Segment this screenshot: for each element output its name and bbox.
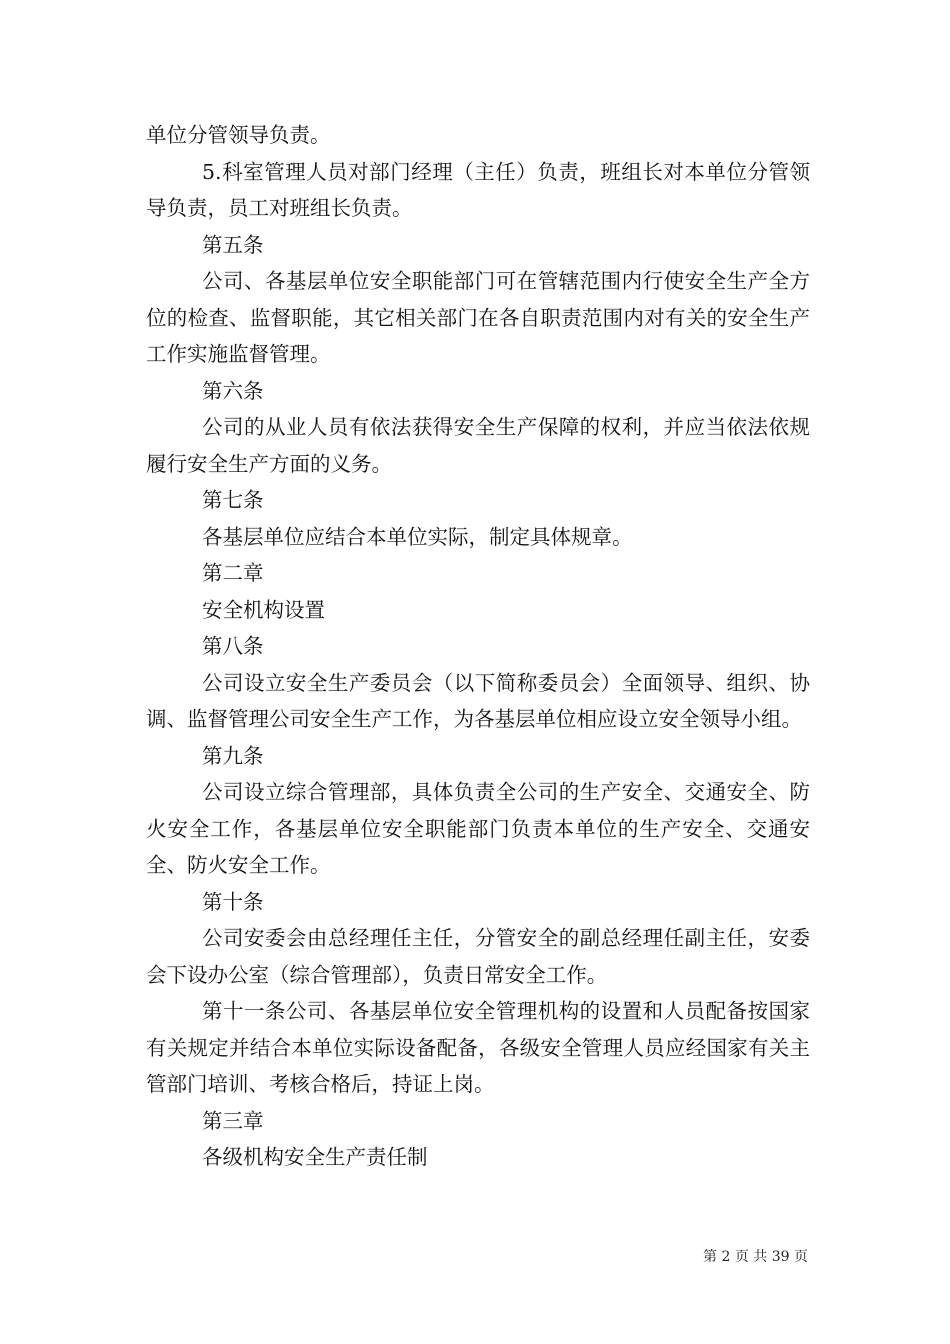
article-heading: 第十条 xyxy=(202,889,264,914)
page-number: 第 2 页 共 39 页 xyxy=(703,1249,808,1265)
paragraph: 公司、各基层单位安全职能部门可在管辖范围内行使安全生产全方位的检查、监督职能，其它相关部门在各自职责范围内对有关的安全生产工作实施监督管理。 xyxy=(146,269,810,366)
article-heading: 第九条 xyxy=(202,743,264,768)
paragraph: 公司的从业人员有依法获得安全生产保障的权利，并应当依法依规履行安全生产方面的义务。 xyxy=(146,415,810,476)
article-heading: 第七条 xyxy=(202,488,264,512)
paragraph: 公司设立综合管理部，具体负责全公司的生产安全、交通安全、防火安全工作，各基层单位安全职能部门负责本单位的生产安全、交通安全、防火安全工作。 xyxy=(146,780,810,877)
document-body xyxy=(146,117,810,1176)
paragraph: 第十一条公司、各基层单位安全管理机构的设置和人员配备按国家有关规定并结合本单位实际设备配备，各级安全管理人员应经国家有关主管部门培训、考核合格后，持证上岗。 xyxy=(146,999,810,1096)
chapter-title: 各级机构安全生产责任制 xyxy=(202,1145,428,1169)
article-heading: 第八条 xyxy=(202,634,264,658)
paragraph: 单位分管领导负责。 xyxy=(146,123,331,147)
chapter-heading: 第二章 xyxy=(202,561,264,585)
chapter-heading: 第三章 xyxy=(202,1108,264,1133)
paragraph: 5.科室管理人员对部门经理（主任）负责，班组长对本单位分管领导负责，员工对班组长负责。 xyxy=(146,159,810,220)
paragraph: 公司设立安全生产委员会（以下简称委员会）全面领导、组织、协调、监督管理公司安全生产工作，为各基层单位相应设立安全领导小组。 xyxy=(146,670,810,731)
article-heading: 第六条 xyxy=(202,378,264,403)
paragraph: 公司安委会由总经理任主任，分管安全的副总经理任副主任，安委会下设办公室（综合管理部），负责日常安全工作。 xyxy=(146,926,810,987)
chapter-title: 安全机构设置 xyxy=(202,597,325,622)
article-heading: 第五条 xyxy=(202,232,264,257)
paragraph: 各基层单位应结合本单位实际，制定具体规章。 xyxy=(202,524,633,549)
